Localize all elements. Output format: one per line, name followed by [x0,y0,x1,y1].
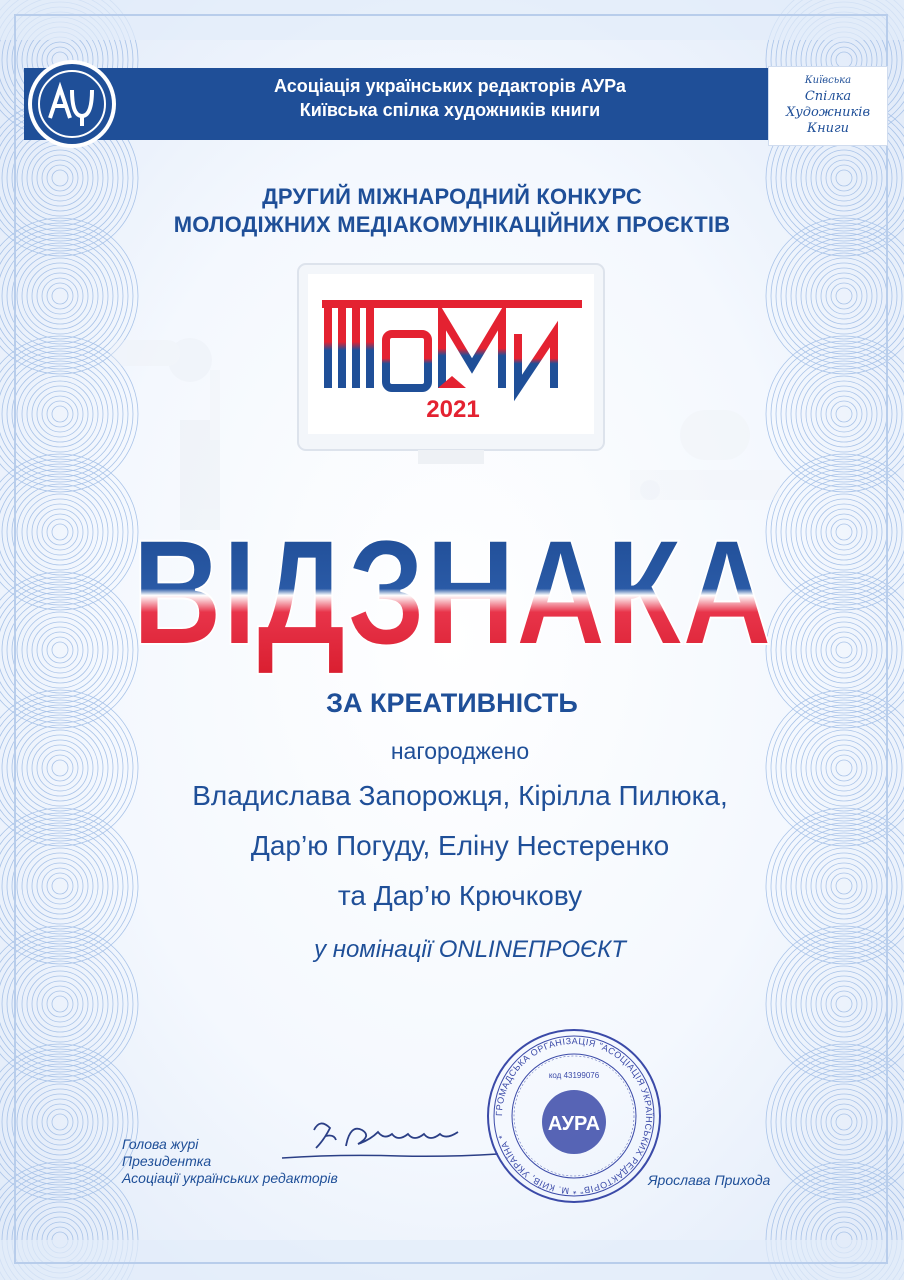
awarded-label: нагороджено [390,738,530,764]
contest-year: 2021 [426,396,480,423]
role-line: Асоціації українських редакторів [122,1170,338,1186]
aura-logo-icon [26,58,118,150]
award-title-text: ВІДЗНАКА [132,508,772,676]
kspk-logo-line: Книги [807,121,849,136]
signer-name: Ярослава Прихода [648,1172,771,1188]
kspk-logo-line: Київська [804,75,852,86]
recipients-line-2: Дар’ю Погуду, Еліну Нестеренко [250,830,670,861]
award-category: ЗА КРЕАТИВНІСТЬ [326,688,578,718]
kspk-logo-line: Спілка [804,89,852,104]
contest-title-line-1: ДРУГИЙ МІЖНАРОДНИЙ КОНКУРС [262,184,642,209]
award-title [120,508,784,676]
role-line: Президентка [122,1153,212,1169]
handwritten-signature [280,1110,500,1170]
seal-center-text: АУРА [547,1113,601,1135]
org-name-2: Київська спілка художників книги [299,100,601,120]
recipients-line-1: Владислава Запорожця, Кірілла Пилюка, [192,780,728,811]
nomination-text: у номінації ONLINEПРОЄКТ [314,936,626,963]
pomy-wordmark [318,296,586,392]
org-name-1: Асоціація українських редакторів АУРа [274,76,626,96]
recipients-line-3: та Дар’ю Крючкову [337,880,583,911]
seal-code: код 43199076 [548,1071,600,1080]
kspk-logo [768,66,888,146]
pomy-wordmark-text: ПОМИ [452,356,456,357]
seal-outer-text: ГРОМАДСЬКА ОРГАНІЗАЦІЯ "АСОЦІАЦІЯ УКРАЇНСЬКИХ РЕДАКТОРІВ" * М. КИЇВ, УКРАЇНА * [493,1035,655,1197]
official-seal [484,1026,664,1206]
contest-title-line-2: МОЛОДІЖНИХ МЕДІАКОМУНІКАЦІЙНИХ ПРОЄКТІВ [173,212,731,237]
role-line: Голова журі [122,1136,199,1152]
kspk-logo-line: Художників [785,105,871,120]
